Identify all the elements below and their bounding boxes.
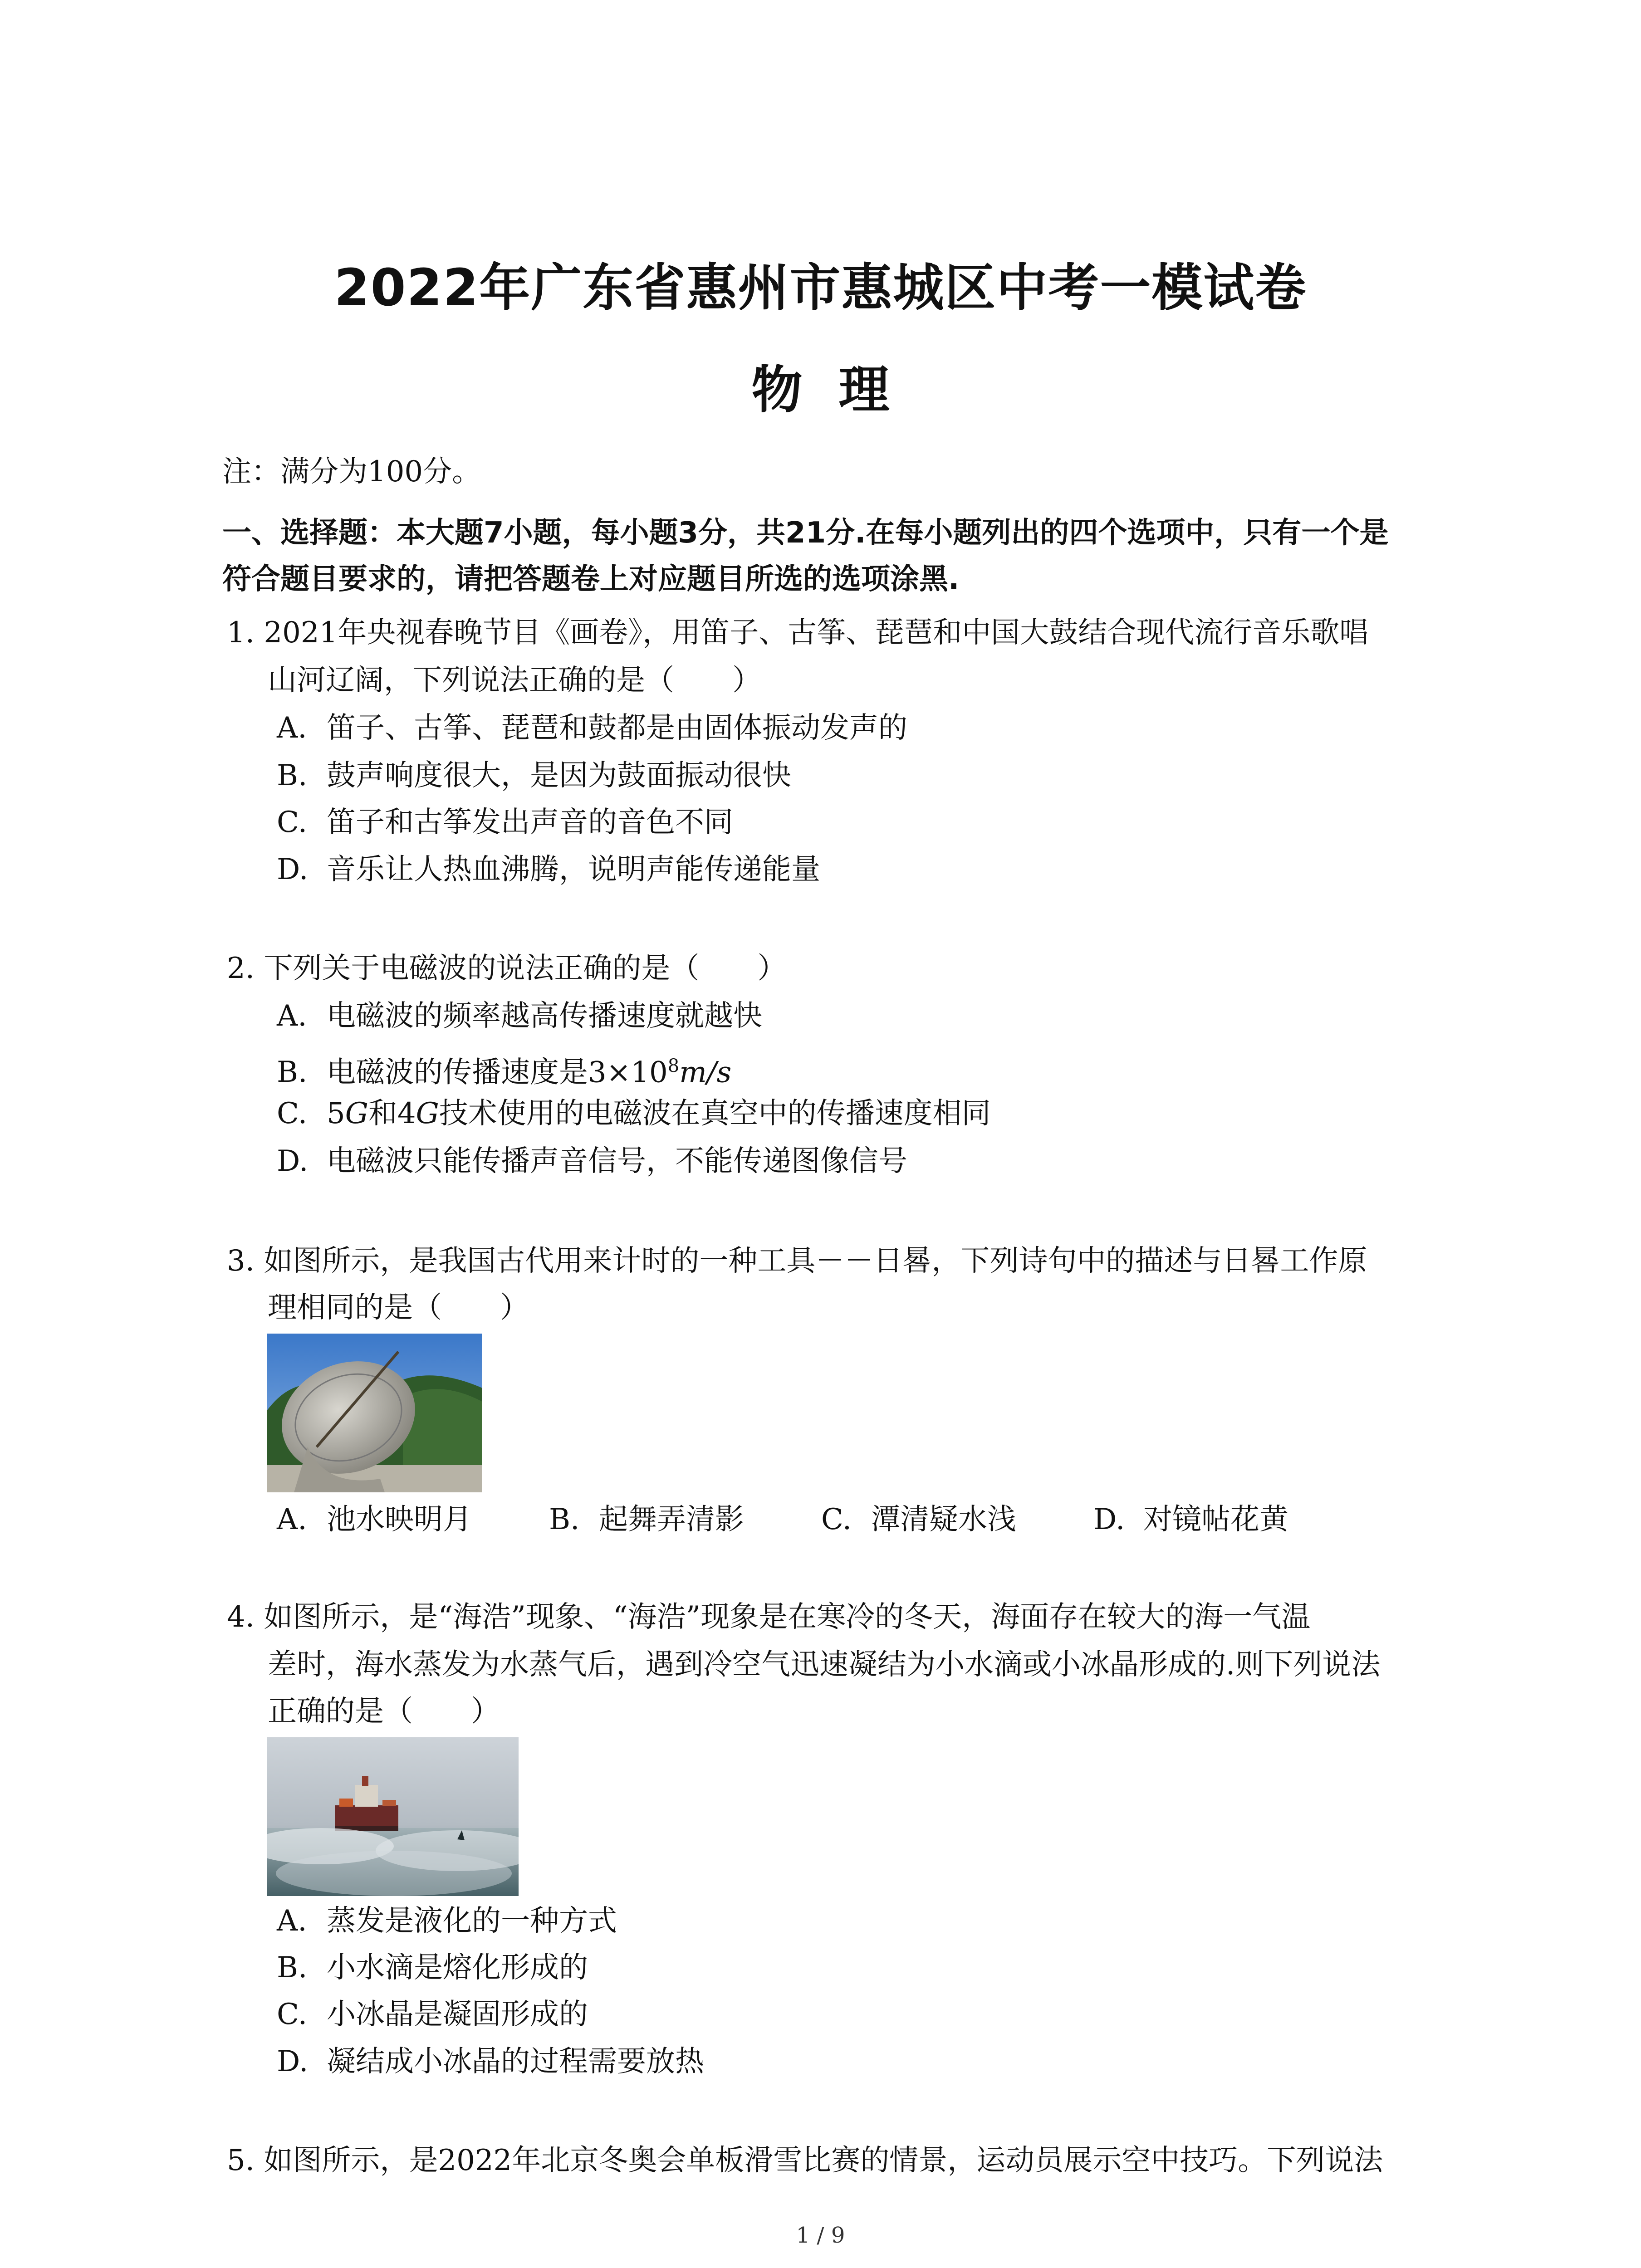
sea-smoke-photo	[267, 1737, 519, 1896]
option-letter: A.	[277, 999, 307, 1033]
sundial-photo	[267, 1334, 482, 1492]
option-text: 4	[397, 1097, 416, 1130]
q4-stem-line3: 正确的是（ ）	[268, 1695, 500, 1728]
option-text: G	[345, 1097, 368, 1130]
option-letter: A.	[277, 1904, 307, 1938]
option-text: 笛子、古筝、琵琶和鼓都是由固体振动发声的	[327, 711, 907, 745]
q3-option-b	[549, 1499, 744, 1540]
q5-stem-line1: 5. 如图所示，是2022年北京冬奥会单板滑雪比赛的情景，运动员展示空中技巧。下列说法	[227, 2144, 1383, 2177]
q3-stem-line1: 3. 如图所示，是我国古代用来计时的一种工具－－日晷，下列诗句中的描述与日晷工作原	[227, 1244, 1367, 1278]
option-letter: A.	[277, 1503, 307, 1536]
score-note: 注：满分为100分。	[222, 455, 481, 489]
option-text: 池水映明月	[327, 1503, 472, 1536]
option-text: 电磁波只能传播声音信号，不能传递图像信号	[327, 1144, 907, 1178]
q3-option-c	[821, 1499, 1016, 1540]
option-letter: D.	[277, 2045, 309, 2078]
q1-stem-line1: 1. 2021年央视春晚节目《画卷》，用笛子、古筝、琵琶和中国大鼓结合现代流行音乐歌唱	[227, 616, 1369, 650]
option-letter: C.	[821, 1503, 852, 1536]
option-letter: A.	[277, 711, 307, 745]
option-letter: C.	[277, 806, 308, 839]
q2-option-b	[277, 1046, 731, 1093]
option-letter: D.	[1093, 1503, 1125, 1536]
option-text: 潭清疑水浅	[871, 1503, 1016, 1536]
option-text: 对镜帖花黄	[1143, 1503, 1288, 1536]
option-text: 电磁波的频率越高传播速度就越快	[327, 999, 762, 1033]
q4-option-d	[277, 2041, 704, 2082]
option-text: 鼓声响度很大，是因为鼓面振动很快	[327, 759, 791, 792]
q2-stem: 2. 下列关于电磁波的说法正确的是（ ）	[227, 952, 787, 985]
q4-stem-line2: 差时，海水蒸发为水蒸气后，遇到冷空气迅速凝结为小水滴或小冰晶形成的.则下列说法	[268, 1648, 1381, 1681]
option-text: 小水滴是熔化形成的	[327, 1951, 588, 1984]
option-text: 蒸发是液化的一种方式	[327, 1904, 617, 1938]
q1-option-a	[277, 708, 907, 748]
q1-stem-line2: 山河辽阔，下列说法正确的是（ ）	[268, 664, 761, 697]
option-letter: D.	[277, 1144, 309, 1178]
section-heading-line2: 符合题目要求的，请把答题卷上对应题目所选的选项涂黑.	[222, 562, 960, 596]
q2-option-a	[277, 996, 762, 1036]
q4-option-b	[277, 1947, 588, 1988]
option-letter: B.	[277, 759, 308, 792]
q1-option-c	[277, 802, 733, 843]
section-heading-line1: 一、选择题：本大题7小题，每小题3分，共21分.在每小题列出的四个选项中，只有一个是	[222, 516, 1389, 550]
exam-title: 2022年广东省惠州市惠城区中考一模试卷	[334, 259, 1307, 318]
q4-option-c	[277, 1994, 588, 2035]
q1-option-d	[277, 849, 820, 890]
option-letter: C.	[277, 1998, 308, 2031]
option-letter: B.	[549, 1503, 580, 1536]
option-letter: B.	[277, 1056, 308, 1090]
option-text: 凝结成小冰晶的过程需要放热	[327, 2045, 704, 2078]
option-letter: B.	[277, 1951, 308, 1984]
option-text: 笛子和古筝发出声音的音色不同	[327, 806, 733, 839]
q2-option-c	[277, 1093, 991, 1134]
option-text: G	[416, 1097, 439, 1130]
option-letter: C.	[277, 1097, 308, 1130]
option-text: 电磁波的传播速度是3×10	[327, 1056, 668, 1090]
q4-option-a	[277, 1901, 617, 1941]
option-text: 5	[327, 1097, 345, 1130]
option-text: 和	[368, 1097, 397, 1130]
q3-option-a	[277, 1499, 472, 1540]
page-number: 1 / 9	[796, 2223, 845, 2248]
option-text: 技术使用的电磁波在真空中的传播速度相同	[439, 1097, 991, 1130]
option-letter: D.	[277, 853, 309, 886]
q4-stem-line1: 4. 如图所示，是“海浩”现象、“海浩”现象是在寒冷的冬天，海面存在较大的海一气温	[227, 1600, 1311, 1634]
subject-title: 物理	[751, 361, 926, 420]
q1-option-b	[277, 755, 791, 796]
unit: m/s	[679, 1056, 732, 1090]
exponent: 8	[667, 1056, 680, 1076]
option-text: 小冰晶是凝固形成的	[327, 1998, 588, 2031]
q2-option-d	[277, 1141, 907, 1182]
option-text: 起舞弄清影	[599, 1503, 744, 1536]
q3-option-d	[1093, 1499, 1288, 1540]
q3-stem-line2: 理相同的是（ ）	[268, 1291, 529, 1325]
option-text: 音乐让人热血沸腾，说明声能传递能量	[327, 853, 820, 886]
